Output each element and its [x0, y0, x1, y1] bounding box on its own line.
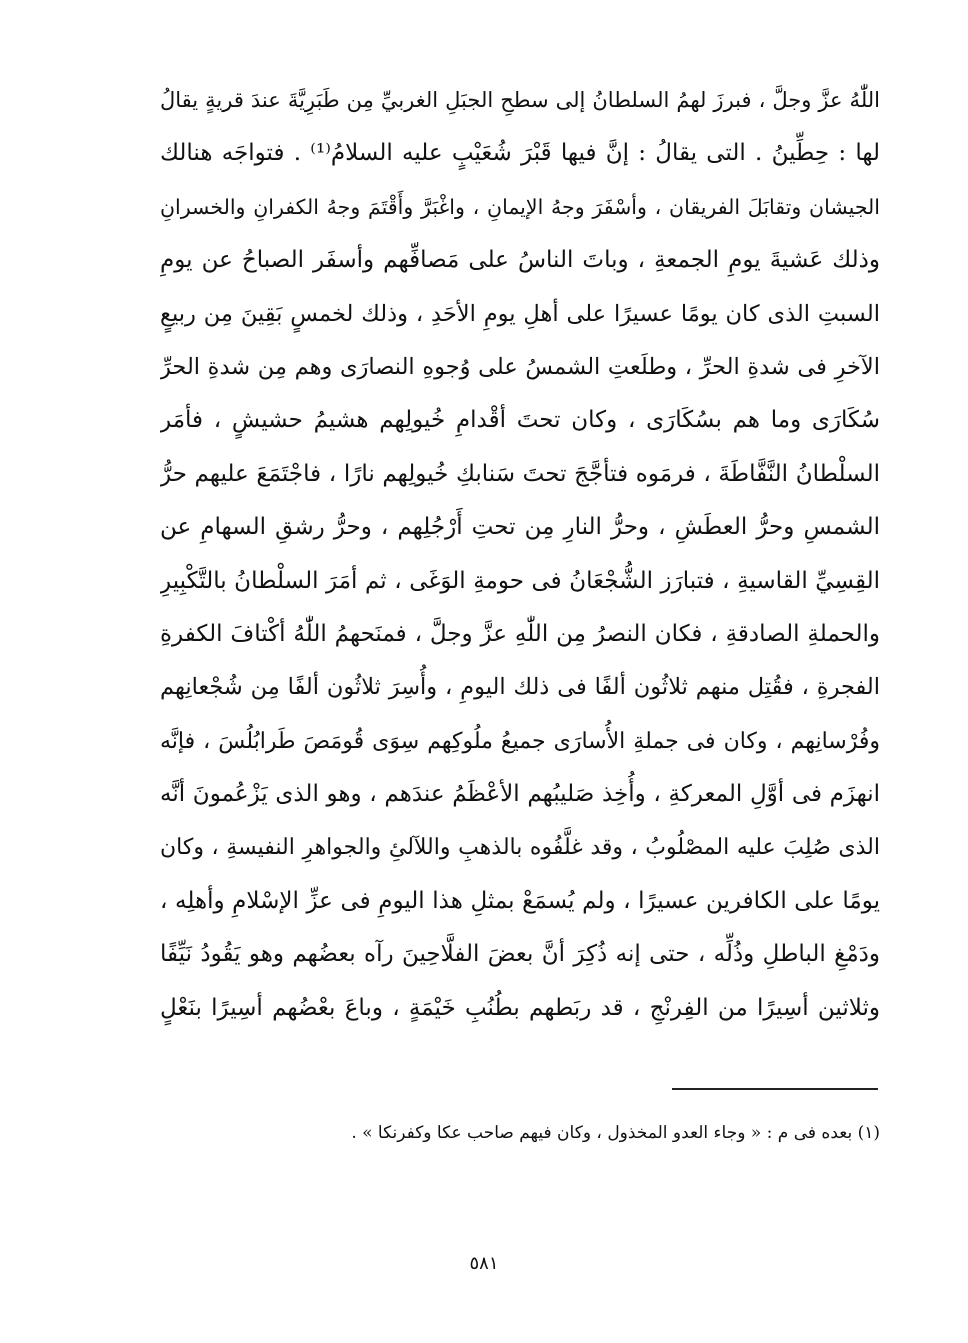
text-line: الفجرةِ ، فقُتِل منهم ثلاثُون ألفًا فى ذلك اليومِ ، وأُسِرَ ثلاثُون ألفًا مِن شُجْعانِهم [160, 674, 880, 701]
text-line: يومًا على الكافرين عسيرًا ، ولم يُسمَعْ بمثلِ هذا اليومِ فى عزِّ الإسْلامِ وأهلِه ، [160, 887, 880, 914]
page-number: ٥٨١ [469, 1253, 499, 1274]
text-line: سُكَارَى وما هم بسُكَارَى ، وكان تحتَ أقْدامِ خُيولِهم هشيمُ حشيشٍ ، فأمَر [160, 407, 880, 434]
text-line: الشمسِ وحرُّ العطَشِ ، وحرُّ النارِ مِن تحتِ أَرْجُلِهم ، وحرُّ رشقِ السهامِ عن [160, 514, 880, 541]
footnote-divider [672, 1088, 878, 1090]
text-line: ودَمْغِ الباطلِ وذُلِّه ، حتى إنه ذُكِرَ أنَّ بعضَ الفلَّاحِينَ رآه بعضُهم وهو يَقُودُ نَيِّفًا [160, 941, 880, 968]
footnote: (١) بعده فى م : « وجاء العدو المخذول ، وكان فيهم صاحب عكا وكفرنكا » . [351, 1123, 880, 1143]
text-line: القِسِيِّ القاسيةِ ، فتبارَز الشُّجْعَانُ فى حومةِ الوَغَى ، ثم أمَرَ السلْطانُ بالتَّكْبِيرِ [160, 567, 880, 594]
text-line: وذلك عَشيةَ يومِ الجمعةِ ، وباتَ الناسُ على مَصافِّهم وأسفَر الصباحُ عن يومِ [160, 247, 880, 274]
text-line: الآخرِ فى شدةِ الحرِّ ، وطلَعتِ الشمسُ على وُجوهِ النصارَى وهم مِن شدةِ الحرِّ [160, 353, 880, 380]
text-line: والحملةِ الصادقةِ ، فكان النصرُ مِن اللّٰهِ عزَّ وجلَّ ، فمنَحهمُ اللّٰهُ أكْتافَ الكفرةِ [160, 620, 880, 647]
text-line: الجيشان وتقابَلَ الفريقان ، وأسْفَرَ وجهُ الإيمانِ ، واغْبَرَّ وأَقْتَمَ وجهُ الكفرانِ والخسرانِ [160, 194, 880, 219]
text-line: وثلاثين أسِيرًا من الفِرنْجِ ، قد ربَطهم بطُنُبِ خَيْمَةٍ ، وباعَ بعْضُهم أسِيرًا بنَعْلٍ [160, 994, 880, 1021]
text-line: السلْطانُ النَّفَّاطَةَ ، فرمَوه فتأجَّجَ تحتَ سَنابكِ خُيولِهم نارًا ، فاجْتَمَعَ عليهم حرُّ [160, 460, 880, 487]
text-line: انهزَم فى أوَّلِ المعركةِ ، وأُخِذ صَليبُهم الأعْظَمُ عندَهم ، وهو الذى يَزْعُمونَ أنَّه [160, 781, 880, 808]
text-line: الذى صُلِبَ عليه المصْلُوبُ ، وقد غلَّفُوه بالذهبِ واللآلئِ والجواهرِ النفيسةِ ، وكان [160, 835, 880, 861]
text-line: لها : حِطِّينُ . التى يقالُ : إنَّ فيها قَبْرَ شُعَيْبٍ عليه السلامُ⁽¹⁾ . فتواجَه هنالك [160, 140, 880, 167]
text-line: السبتِ الذى كان يومًا عسيرًا على أهلِ يومِ الأحَدِ ، وذلك لخمسٍ بَقِينَ مِن ربيعٍ [160, 300, 880, 327]
text-line: وفُرْسانِهم ، وكان فى جملةِ الأُسارَى جميعُ ملُوكِهم سِوَى قُومَصَ طَرابُلُسَ ، فإنَّه [160, 728, 880, 754]
text-line: اللّٰهُ عزَّ وجلَّ ، فبرزَ لهمُ السلطانُ إلى سطحِ الجبَلِ الغربيِّ مِن طَبَرِيَّةَ عندَ قريةٍ يقالُ [160, 88, 880, 112]
body-text [160, 74, 880, 1035]
